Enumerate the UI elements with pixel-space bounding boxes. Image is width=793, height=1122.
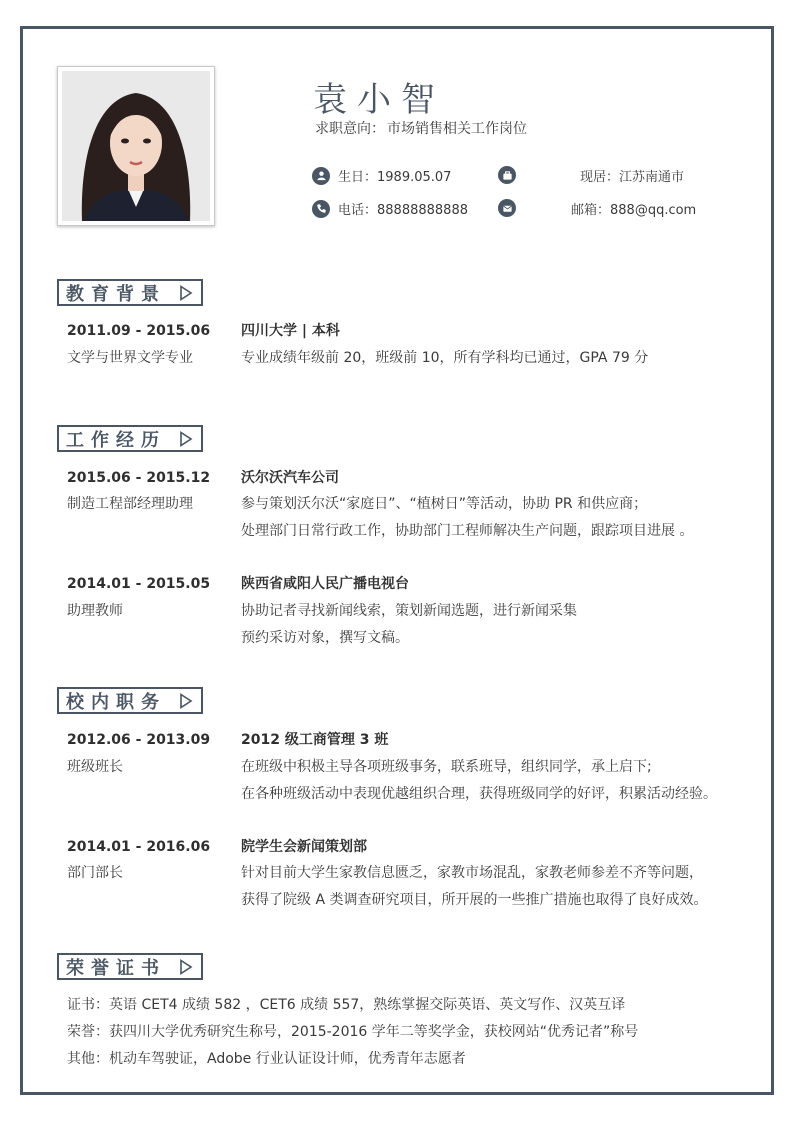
work-1-date: 2015.06 - 2015.12 (67, 470, 211, 486)
education-title: 教育背景 (66, 283, 166, 305)
phone-info (312, 199, 468, 218)
honors-certificates: 证书：英语 CET4 成绩 582 ，CET6 成绩 557，熟练掌握交际英语、英文写作、汉英互译 (67, 997, 626, 1013)
work-1-line-1: 参与策划沃尔沃“家庭日”、“植树日”等活动，协助 PR 和供应商； (241, 496, 648, 512)
play-arrow-icon (179, 431, 193, 447)
person-icon (312, 167, 330, 185)
work-2-company: 陕西省咸阳人民广播电视台 (241, 576, 409, 592)
work-2-line-2: 预约采访对象，撰写文稿。 (241, 630, 409, 646)
profile-photo (57, 66, 215, 226)
email-info (571, 199, 696, 218)
honors-other: 其他：机动车驾驶证，Adobe 行业认证设计师，优秀青年志愿者 (67, 1051, 466, 1067)
campus-1-line-1: 在班级中积极主导各项班级事务，联系班导，组织同学，承上启下; (241, 759, 652, 775)
play-arrow-icon (179, 693, 193, 709)
work-2-line-1: 协助记者寻找新闻线索，策划新闻选题，进行新闻采集 (241, 603, 577, 619)
campus-1-role: 班级班长 (67, 759, 123, 775)
job-intent (313, 118, 527, 138)
work-1-line-2: 处理部门日常行政工作，协助部门工程师解决生产问题，跟踪项目进展 。 (241, 523, 694, 539)
work-1-company: 沃尔沃汽车公司 (241, 470, 339, 486)
residence-info (580, 166, 684, 185)
email-icon-wrap (498, 199, 524, 217)
edu-detail: 专业成绩年级前 20，班级前 10，所有学科均已通过，GPA 79 分 (241, 350, 649, 366)
mail-icon (498, 199, 516, 217)
campus-1-line-2: 在各种班级活动中表现优越组织合理，获得班级同学的好评，积累活动经验。 (241, 786, 717, 802)
campus-2-role: 部门部长 (67, 865, 123, 881)
phone-text: 电话：88888888888 (338, 203, 468, 218)
campus-2-date: 2014.01 - 2016.06 (67, 839, 211, 855)
campus-title: 校内职务 (66, 691, 166, 713)
campus-2-org: 院学生会新闻策划部 (241, 839, 367, 855)
campus-section-header (57, 687, 203, 714)
email-text: 邮箱：888@qq.com (571, 203, 697, 218)
edu-major: 文学与世界文学专业 (67, 350, 193, 366)
campus-1-date: 2012.06 - 2013.09 (67, 732, 211, 748)
residence-icon-wrap (498, 166, 524, 184)
campus-1-org: 2012 级工商管理 3 班 (241, 732, 389, 748)
phone-icon (312, 200, 330, 218)
work-title: 工作经历 (66, 429, 166, 451)
work-2-date: 2014.01 - 2015.05 (67, 576, 211, 592)
briefcase-icon (498, 166, 516, 184)
campus-2-line-1: 针对目前大学生家教信息匮乏，家教市场混乱，家教老师参差不齐等问题， (241, 865, 703, 881)
work-2-role: 助理教师 (67, 603, 123, 619)
residence-text: 现居：江苏南通市 (580, 170, 685, 185)
honors-awards: 荣誉：获四川大学优秀研究生称号，2015-2016 学年二等奖学金，获校网站“优秀记者”称号 (67, 1024, 639, 1040)
work-1-role: 制造工程部经理助理 (67, 496, 193, 512)
edu-date: 2011.09 - 2015.06 (67, 323, 211, 339)
work-section-header (57, 425, 203, 452)
education-section-header (57, 279, 203, 306)
birthday-text: 生日：1989.05.07 (338, 170, 452, 185)
birthday-info (312, 166, 451, 185)
play-arrow-icon (179, 285, 193, 301)
honors-section-header (57, 953, 203, 980)
campus-2-line-2: 获得了院级 A 类调查研究项目，所开展的一些推广措施也取得了良好成效。 (241, 892, 708, 908)
edu-school: 四川大学 | 本科 (241, 323, 340, 339)
play-arrow-icon (179, 959, 193, 975)
honors-title: 荣誉证书 (66, 957, 166, 979)
job-intent-label: 求职意向： (315, 121, 385, 137)
job-intent-value: 市场销售相关工作岗位 (387, 121, 527, 137)
candidate-name: 袁小智 (313, 80, 445, 120)
